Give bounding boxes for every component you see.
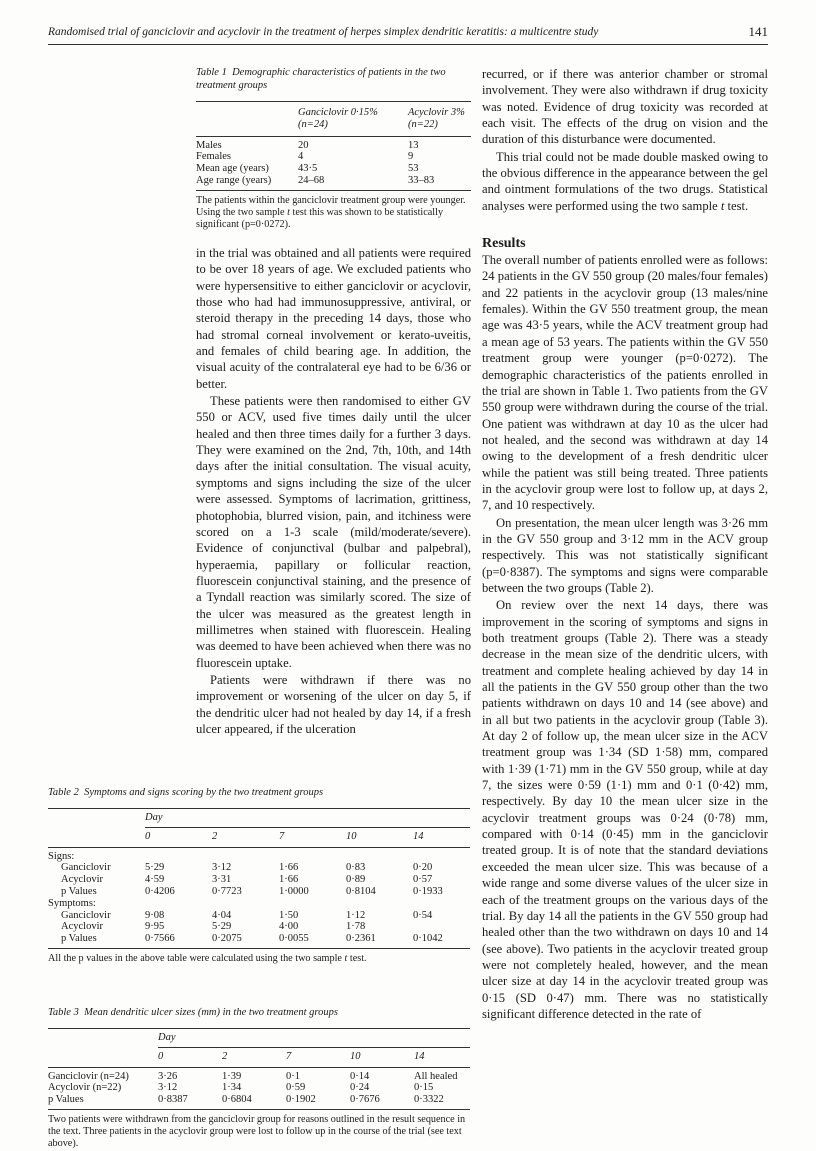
symptoms-label: Symptoms: <box>48 897 96 909</box>
day-label: Day <box>158 1032 176 1043</box>
paragraph: Patients were withdrawn if there was no improvement or worsening of the ulcer on day 5, if the dendritic ulcer had not healed by day 14, if a fresh ulcer appeared, if the ulceration <box>196 672 471 736</box>
table-3-head <box>48 1032 470 1044</box>
results-heading: Results <box>482 236 526 252</box>
table-row: Ganciclovir (n=24) 3·26 1·39 0·1 0·14 All healed <box>48 1070 458 1082</box>
day-label: Day <box>145 812 163 823</box>
left-column <box>196 245 471 737</box>
signs-label: Signs: <box>48 850 75 862</box>
table-2-note: All the p values in the above table were calculated using the two sample t test. <box>48 952 367 964</box>
table-1-grid <box>196 107 471 131</box>
table-1-caption <box>196 66 471 92</box>
table-row: Age range (years) 24–68 33–83 <box>196 174 435 186</box>
table-1-col-acv: Acyclovir 3% <box>408 107 465 118</box>
table-row: Females 4 9 <box>196 151 414 163</box>
table-3 <box>48 1006 470 1150</box>
table-row: Mean age (years) 43·5 53 <box>196 163 419 175</box>
table-row: p Values 0·7566 0·2075 0·0055 0·2361 0·1042 <box>61 933 443 945</box>
paragraph: These patients were then randomised to either GV 550 or ACV, used five times daily until the ulcer healed and then three times daily for a further 3 days. They were examined on the 2nd, 7th, 10th, and 14th days after the initial consultation. The visual acuity, symptoms and signs including the size of the ulcer were assessed. Symptoms of lacrimation, grittiness, photophobia, blurred vision, pain, and itchiness were scored on a 1-3 scale (mild/moderate/severe). Evidence of conjunctival (bulbar and palpebral), hyperaemia, papillary or follicular reaction, fluorescein conjunctival staining, and the presence of a Tyndall reaction was similarly scored. The size of the ulcer was measured as the greatest length in millimetres when stained with fluorescein. Healing was deemed to have been achieved when there was no fluorescein uptake. <box>196 394 471 670</box>
table-2-caption: Table 2 Symptoms and signs scoring by the two treatment groups <box>48 787 324 798</box>
table-3-note: Two patients were withdrawn from the ganciclovir group for reasons outlined in the result sequence in the text. Three patients in the acyclovir group were lost to follow up in the course of the trial (see text above). <box>48 1113 466 1149</box>
paragraph: The overall number of patients enrolled were as follows: 24 patients in the GV 550 group (20 males/four females) and 22 patients in the acyclovir group (13 males/nine females). Within the GV 550 treatment group, the mean age was 43·5 years, while the ACV treatment group had a mean age of 53 years. The patients within the GV 550 treatment group were younger (p=0·0272). The demographic characteristics of the patients enrolled in the trial are shown in Table 1. Two patients from the GV 550 group were withdrawn during the course of the trial. One patient was withdrawn at day 10 as the ulcer had not healed, and the second was withdrawn at day 14 owing to the development of a fresh dendritic ulcer while the patient was still being treated. Three patients in the acyclovir group were lost to follow up, at days 2, 7, and 10 respectively. <box>482 253 768 513</box>
running-title: Randomised trial of ganciclovir and acyclovir in the treatment of herpes simplex dendritic keratitis: a multicentre study <box>48 26 599 38</box>
table-1-body <box>196 140 471 187</box>
table-row: Ganciclovir 5·29 3·12 1·66 0·83 0·20 <box>61 862 433 874</box>
table-1-col-gv: Ganciclovir 0·15% <box>298 107 378 118</box>
table-row: p Values 0·8387 0·6804 0·1902 0·7676 0·3322 <box>48 1094 444 1106</box>
right-column <box>482 66 768 1022</box>
paragraph: On presentation, the mean ulcer length was 3·26 mm in the GV 550 group and 3·12 mm in the ACV group respectively. This was not statistically significant (p=0·8387). The symptoms and signs were comparable between the two groups (Table 2). <box>482 515 768 595</box>
table-row: Ganciclovir 9·08 4·04 1·50 1·12 0·54 <box>61 909 433 921</box>
table-1-col-gv-n: (n=24) <box>298 118 328 130</box>
table-row: Acyclovir 9·95 5·29 4·00 1·78 <box>61 921 366 933</box>
table-2 <box>48 786 470 965</box>
table-2-head <box>48 812 470 824</box>
table-1-label: Table 1 <box>196 67 227 78</box>
table-row: Acyclovir (n=22) 3·12 1·34 0·59 0·24 0·15 <box>48 1082 434 1094</box>
paragraph: recurred, or if there was anterior chamber or stromal involvement. They were also withdrawn if drug toxicity was noted. Evidence of drug toxicity was recorded at each visit. The effects of the drug on vision and the duration of this disturbance were documented. <box>482 67 768 147</box>
page-number: 141 <box>748 24 768 39</box>
paragraph: in the trial was obtained and all patients were required to be over 18 years of age. We excluded patients who were hypersensitive to either ganciclovir or acyclovir, those who had had immunosuppressive, antiviral, or steroid therapy in the preceding 14 days, those who had stromal corneal involvement or kerato-uveitis, and females of child bearing age. In addition, the visual acuity of the contralateral eye had to be 6/36 or better. <box>196 246 471 391</box>
paragraph: This trial could not be made double masked owing to the obvious difference in the appearance between the gel and ointment formulations of the two drugs. Statistical analyses were performed using the two sample t test. <box>482 149 768 213</box>
table-1-col-acv-n: (n=22) <box>408 118 438 130</box>
table-3-days: 0 2 7 10 14 <box>158 1050 425 1062</box>
table-2-body <box>48 851 470 945</box>
table-1-note: The patients within the ganciclovir treatment group were younger. Using the two sample t test this was shown to be statistically significant (p=0·0272). <box>196 194 466 230</box>
table-1 <box>196 66 471 231</box>
table-row: Acyclovir 4·59 3·31 1·66 0·89 0·57 <box>61 874 433 886</box>
running-head <box>48 22 768 45</box>
table-3-caption: Table 3 Mean dendritic ulcer sizes (mm) in the two treatment groups <box>48 1007 338 1018</box>
table-row: Males 20 13 <box>196 139 419 151</box>
table-3-body <box>48 1071 470 1106</box>
table-1-caption-text: Demographic characteristics of patients in the two treatment groups <box>196 67 446 91</box>
table-2-days: 0 2 7 10 14 <box>145 830 424 842</box>
paragraph: On review over the next 14 days, there was improvement in the scoring of symptoms and signs in both treatment groups (Table 2). There was a steady decrease in the mean size of the dendritic ulcers, with treatment and complete healing achieved by day 14 in all the patients in the GV 550 group other than the two patients withdrawn on days 10 and 14 (see above) and in all but two patients in the acyclovir group (Table 3). At day 2 of follow up, the mean ulcer size in the ACV treatment group was 1·34 (SD 1·58) mm, compared with 1·39 (1·71) mm in the GV 550 group, while at day 7, the sizes were 0·59 (1·1) mm and 0·1 (0·42) mm, respectively. By day 10 the mean ulcer size in the acyclovir treatment groups was 0·24 (0·78) mm, compared with 0·14 (0·45) mm in the ganciclovir treated group. It is of note that the standard deviations exceeded the mean ulcer size. This was because of a wide range and some diverse values of the ulcer size in each of the treatment groups on the various days of the trial. By day 14 all the patients in the GV 550 group had healed other than the two withdrawn on days 10 and 14 (see above). Two patients in the acyclovir treated group were not completely healed, however, and the mean ulcer size at day 14 in the acyclovir treated group was 0·15 (SD 0·47) mm. There was no statistically significant difference detected in the rate of <box>482 598 768 1021</box>
table-row: p Values 0·4206 0·7723 1·0000 0·8104 0·1933 <box>61 885 443 897</box>
